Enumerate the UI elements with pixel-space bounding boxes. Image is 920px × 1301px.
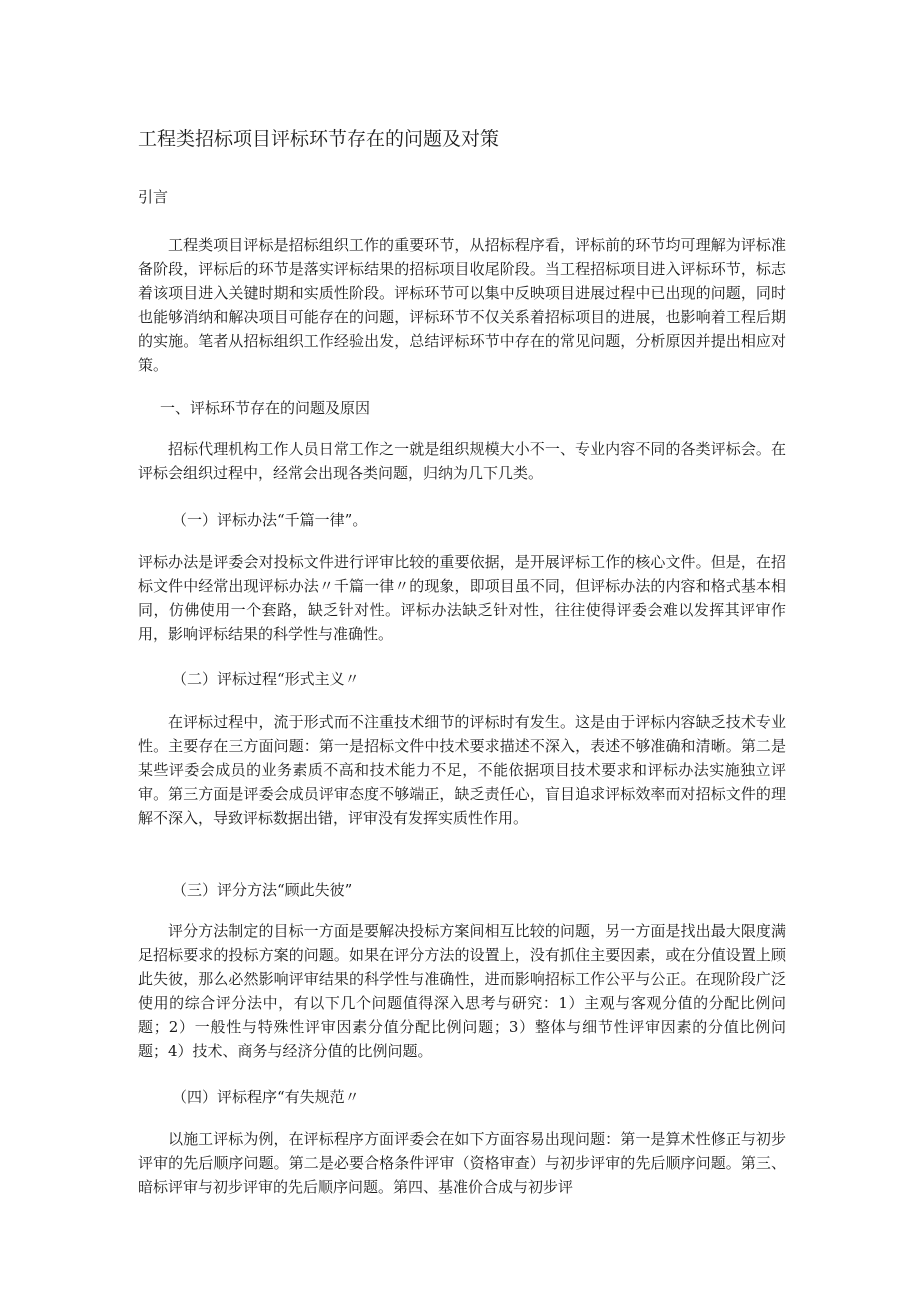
intro-paragraph: 工程类项目评标是招标组织工作的重要环节，从招标程序看，评标前的环节均可理解为评标准备阶段，评标后的环节是落实评标结果的招标项目收尾阶段。当工程招标项目进入评标环节，标志着该项目进入关键时期和实质性阶段。评标环节可以集中反映项目进展过程中已出现的问题，同时也能够消纳和解决项目可能存在的问题，评标环节不仅关系着招标项目的进展，也影响着工程后期的实施。笔者从招标组织工作经验出发，总结评标环节中存在的常见问题，分析原因并提出相应对策。 (138, 236, 786, 374)
sub-heading-3: （三）评分方法“顾此失彼” (172, 881, 353, 899)
sub-heading-2: （二）评标过程“形式主义〃 (172, 670, 360, 688)
sub-paragraph-1: 评标办法是评委会对投标文件进行评审比较的重要依据，是开展评标工作的核心文件。但是，在招标文件中经常出现评标办法〃千篇一律〃的现象，即项目虽不同，但评标办法的内容和格式基本相同，仿佛使用一个套路，缺乏针对性。评标办法缺乏针对性，往往使得评委会难以发挥其评审作用，影响评标结果的科学性与准确性。 (138, 553, 786, 643)
section-paragraph-1: 招标代理机构工作人员日常工作之一就是组织规模大小不一、专业内容不同的各类评标会。在评标会组织过程中，经常会出现各类问题，归纳为几下几类。 (138, 440, 786, 482)
sub-paragraph-4: 以施工评标为例，在评标程序方面评委会在如下方面容易出现问题：第一是算术性修正与初步评审的先后顺序问题。第二是必要合格条件评审（资格审查）与初步评审的先后顺序问题。第三、暗标评审与初步评审的先后顺序问题。第四、基准价合成与初步评 (138, 1130, 786, 1196)
sub-heading-4: （四）评标程序“有失规范〃 (172, 1088, 360, 1106)
sub-paragraph-2: 在评标过程中，流于形式而不注重技术细节的评标时有发生。这是由于评标内容缺乏技术专业性。主要存在三方面问题：第一是招标文件中技术要求描述不深入，表述不够准确和清晰。第二是某些评委会成员的业务素质不高和技术能力不足，不能依据项目技术要求和评标办法实施独立评审。第三方面是评委会成员评审态度不够端正，缺乏责任心，盲目追求评标效率而对招标文件的理解不深入，导致评标数据出错，评审没有发挥实质性作用。 (138, 713, 786, 827)
section-heading-1: 一、评标环节存在的问题及原因 (160, 399, 371, 417)
sub-heading-1: （一）评标办法“千篇一律”。 (172, 511, 368, 529)
sub-paragraph-3: 评分方法制定的目标一方面是要解决投标方案间相互比较的问题，另一方面是找出最大限度满足招标要求的投标方案的问题。如果在评分方法的设置上，没有抓住主要因素，或在分值设置上顾此失彼，那么必然影响评审结果的科学性与准确性，进而影响招标工作公平与公正。在现阶段广泛使用的综合评分法中，有以下几个问题值得深入思考与研究：1）主观与客观分值的分配比例问题；2）一般性与特殊性评审因素分值分配比例问题；3）整体与细节性评审因素的分值比例问题；4）技术、商务与经济分值的比例问题。 (138, 922, 786, 1060)
document-title: 工程类招标项目评标环节存在的问题及对策 (138, 128, 500, 150)
intro-heading: 引言 (138, 188, 169, 206)
